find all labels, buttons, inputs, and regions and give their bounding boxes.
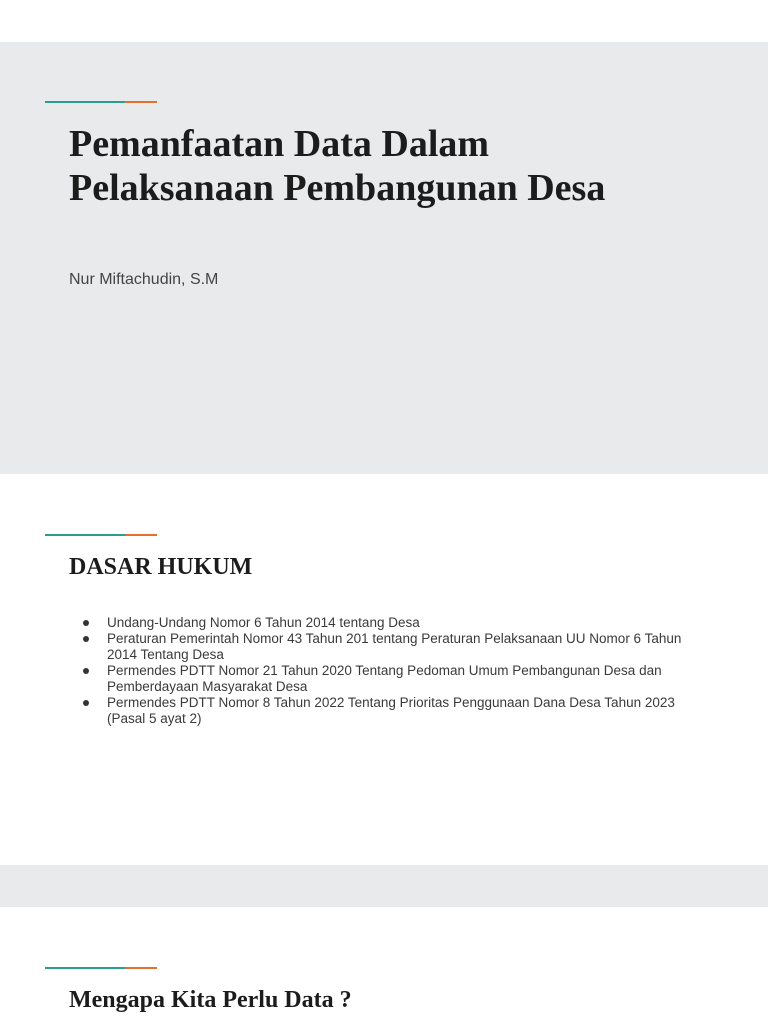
accent-line [45, 534, 157, 536]
bullet-icon [83, 668, 89, 674]
list-item [80, 695, 700, 727]
accent-line-teal [45, 534, 125, 536]
list-item [80, 663, 700, 695]
accent-line-teal [45, 967, 125, 969]
list-item-text: Undang-Undang Nomor 6 Tahun 2014 tentang Desa [107, 615, 420, 630]
accent-line [45, 101, 157, 103]
cover-title [69, 122, 709, 210]
bullet-icon [83, 700, 89, 706]
cover-title-line-1: Pemanfaatan Data Dalam [69, 123, 490, 165]
list-item-text: Permendes PDTT Nomor 21 Tahun 2020 Tentang Pedoman Umum Pembangunan Desa dan Pemberdayaan Masyarakat Desa [107, 663, 662, 694]
slide-legal-basis [0, 474, 768, 865]
accent-line-orange [125, 101, 157, 103]
list-item [80, 615, 700, 631]
slide-separator [0, 865, 768, 907]
list-item-text: Peraturan Pemerintah Nomor 43 Tahun 201 tentang Peraturan Pelaksanaan UU Nomor 6 Tahun 2014 Tentang Desa [107, 631, 682, 662]
bullet-icon [83, 620, 89, 626]
legal-basis-title: DASAR HUKUM [69, 554, 253, 580]
accent-line [45, 967, 157, 969]
accent-line-teal [45, 101, 125, 103]
list-item [80, 631, 700, 663]
accent-line-orange [125, 534, 157, 536]
cover-title-line-2: Pelaksanaan Pembangunan Desa [69, 167, 606, 209]
cover-author: Nur Miftachudin, S.M [69, 271, 219, 288]
page-top-margin [0, 0, 768, 42]
why-data-title: Mengapa Kita Perlu Data ? [69, 987, 352, 1013]
slide-cover [0, 42, 768, 474]
bullet-icon [83, 636, 89, 642]
legal-basis-list [80, 615, 700, 727]
list-item-text: Permendes PDTT Nomor 8 Tahun 2022 Tentang Prioritas Penggunaan Dana Desa Tahun 2023 (Pasal 5 ayat 2) [107, 695, 675, 726]
slide-why-data [0, 907, 768, 1024]
accent-line-orange [125, 967, 157, 969]
